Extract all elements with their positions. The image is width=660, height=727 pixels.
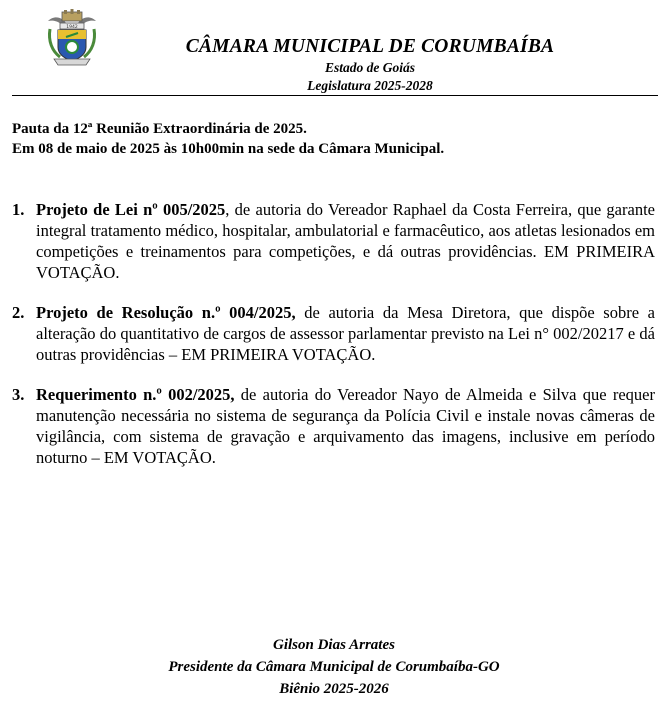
- agenda-item-body: [36, 302, 655, 365]
- agenda-items: [12, 199, 655, 487]
- header-divider: [12, 95, 658, 96]
- chamber-title: CÂMARA MUNICIPAL DE CORUMBAÍBA: [185, 36, 555, 57]
- agenda-item-description: de autoria do Vereador Nayo de Almeida e Silva que requer manutenção necessária no sistema de segurança da Polícia Civil e instale novas câmeras de vigilância, com sistema de gravação e arquivamento das imagens, inclusive em período noturno – EM VOTAÇÃO.: [36, 385, 655, 467]
- agenda-item-description: , de autoria do Vereador Raphael da Costa Ferreira, que garante integral tratamento médico, hospitalar, ambulatorial e farmacêutico, aos atletas lesionados em competições e treinamentos para competições, e dá outras providências. EM PRIMEIRA VOTAÇÃO.: [36, 200, 655, 282]
- agenda-item-description: de autoria da Mesa Diretora, que dispõe sobre a alteração do quantitativo de cargos de assessor parlamentar previsto na Lei n° 002/20217 e dá outras providências – EM PRIMEIRA VOTAÇÃO.: [36, 303, 655, 364]
- agenda-item-title: Requerimento n.º 002/2025,: [36, 385, 235, 404]
- agenda-item: [12, 384, 655, 468]
- signatory-role: Presidente da Câmara Municipal de Corumbaíba-GO: [168, 659, 500, 675]
- agenda-item-body: [36, 384, 655, 468]
- agenda-item-number: 1.: [12, 200, 25, 219]
- agenda-item: [12, 199, 655, 283]
- signatory-name: Gilson Dias Arrates: [273, 637, 395, 653]
- signature-block: [0, 634, 660, 700]
- legislature-subtitle: Legislatura 2025-2028: [307, 78, 433, 93]
- agenda-item: [12, 302, 655, 365]
- svg-text:1942: 1942: [66, 25, 78, 30]
- document-header: [0, 0, 660, 97]
- agenda-item-number: 3.: [12, 385, 25, 404]
- agenda-item-title: Projeto de Resolução n.º 004/2025,: [36, 303, 296, 322]
- signatory-term: Biênio 2025-2026: [279, 681, 389, 697]
- agenda-item-title: Projeto de Lei nº 005/2025: [36, 200, 226, 219]
- agenda-date-location: Em 08 de maio de 2025 às 10h00min na sede da Câmara Municipal.: [12, 141, 445, 157]
- agenda-intro: [12, 119, 652, 159]
- agenda-item-number: 2.: [12, 303, 25, 322]
- agenda-item-body: [36, 199, 655, 283]
- agenda-title: Pauta da 12ª Reunião Extraordinária de 2025.: [12, 121, 307, 137]
- state-subtitle: Estado de Goiás: [324, 60, 415, 75]
